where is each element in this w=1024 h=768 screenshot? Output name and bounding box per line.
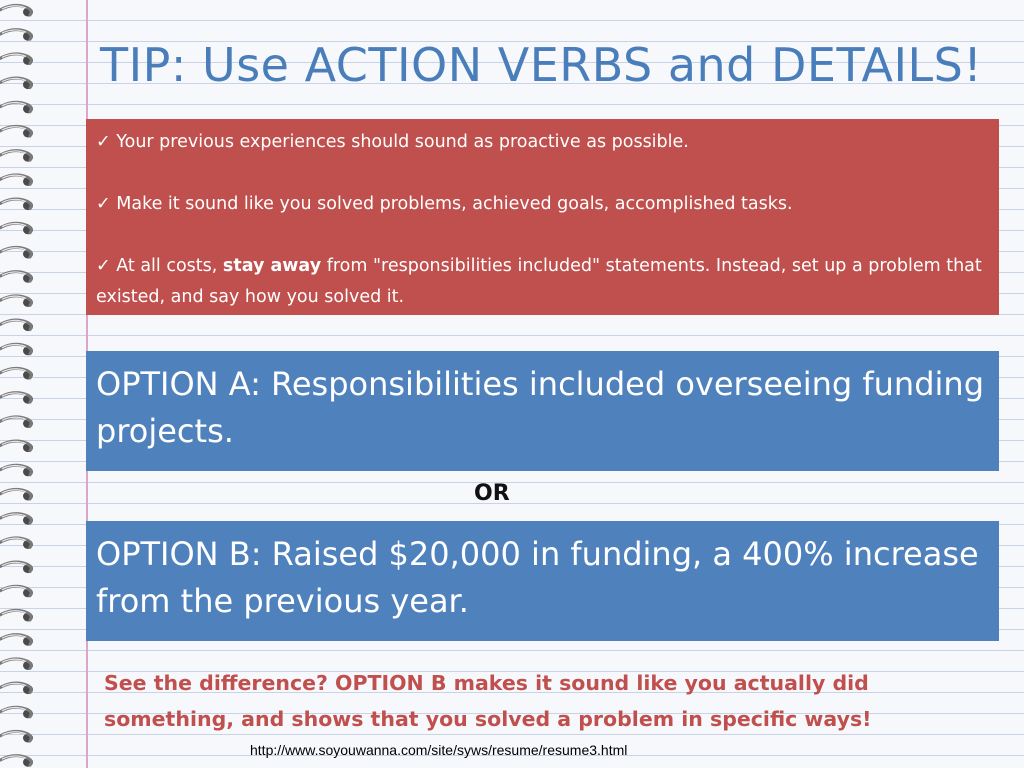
checkmark-icon: ✓ (96, 194, 111, 214)
source-link[interactable]: http://www.soyouwanna.com/site/syws/resume/resume3.html (250, 742, 628, 758)
tip-text: At all costs, (116, 256, 223, 276)
tip-item (96, 251, 989, 313)
or-separator: OR (474, 481, 510, 506)
checkmark-icon: ✓ (96, 256, 111, 276)
tip-text: Make it sound like you solved problems, achieved goals, accomplished tasks. (116, 194, 793, 214)
tip-text: from "responsibilities included" statements. Instead, set up a problem that existed, and say how you solved it. (96, 256, 982, 307)
option-a-box: OPTION A: Responsibilities included overseeing funding projects. (86, 351, 999, 471)
checkmark-icon: ✓ (96, 132, 111, 152)
tip-text: Your previous experiences should sound as proactive as possible. (116, 132, 689, 152)
tip-emphasis: stay away (222, 256, 322, 276)
slide-title: TIP: Use ACTION VERBS and DETAILS! (100, 38, 983, 92)
option-b-box: OPTION B: Raised $20,000 in funding, a 400% increase from the previous year. (86, 521, 999, 641)
tip-item (96, 127, 989, 158)
tip-item (96, 189, 989, 220)
tips-box (86, 119, 999, 315)
conclusion-text: See the difference? OPTION B makes it sound like you actually did something, and shows that you solved a problem in specific ways! (104, 671, 872, 731)
spiral-binding-icon (0, 0, 40, 768)
